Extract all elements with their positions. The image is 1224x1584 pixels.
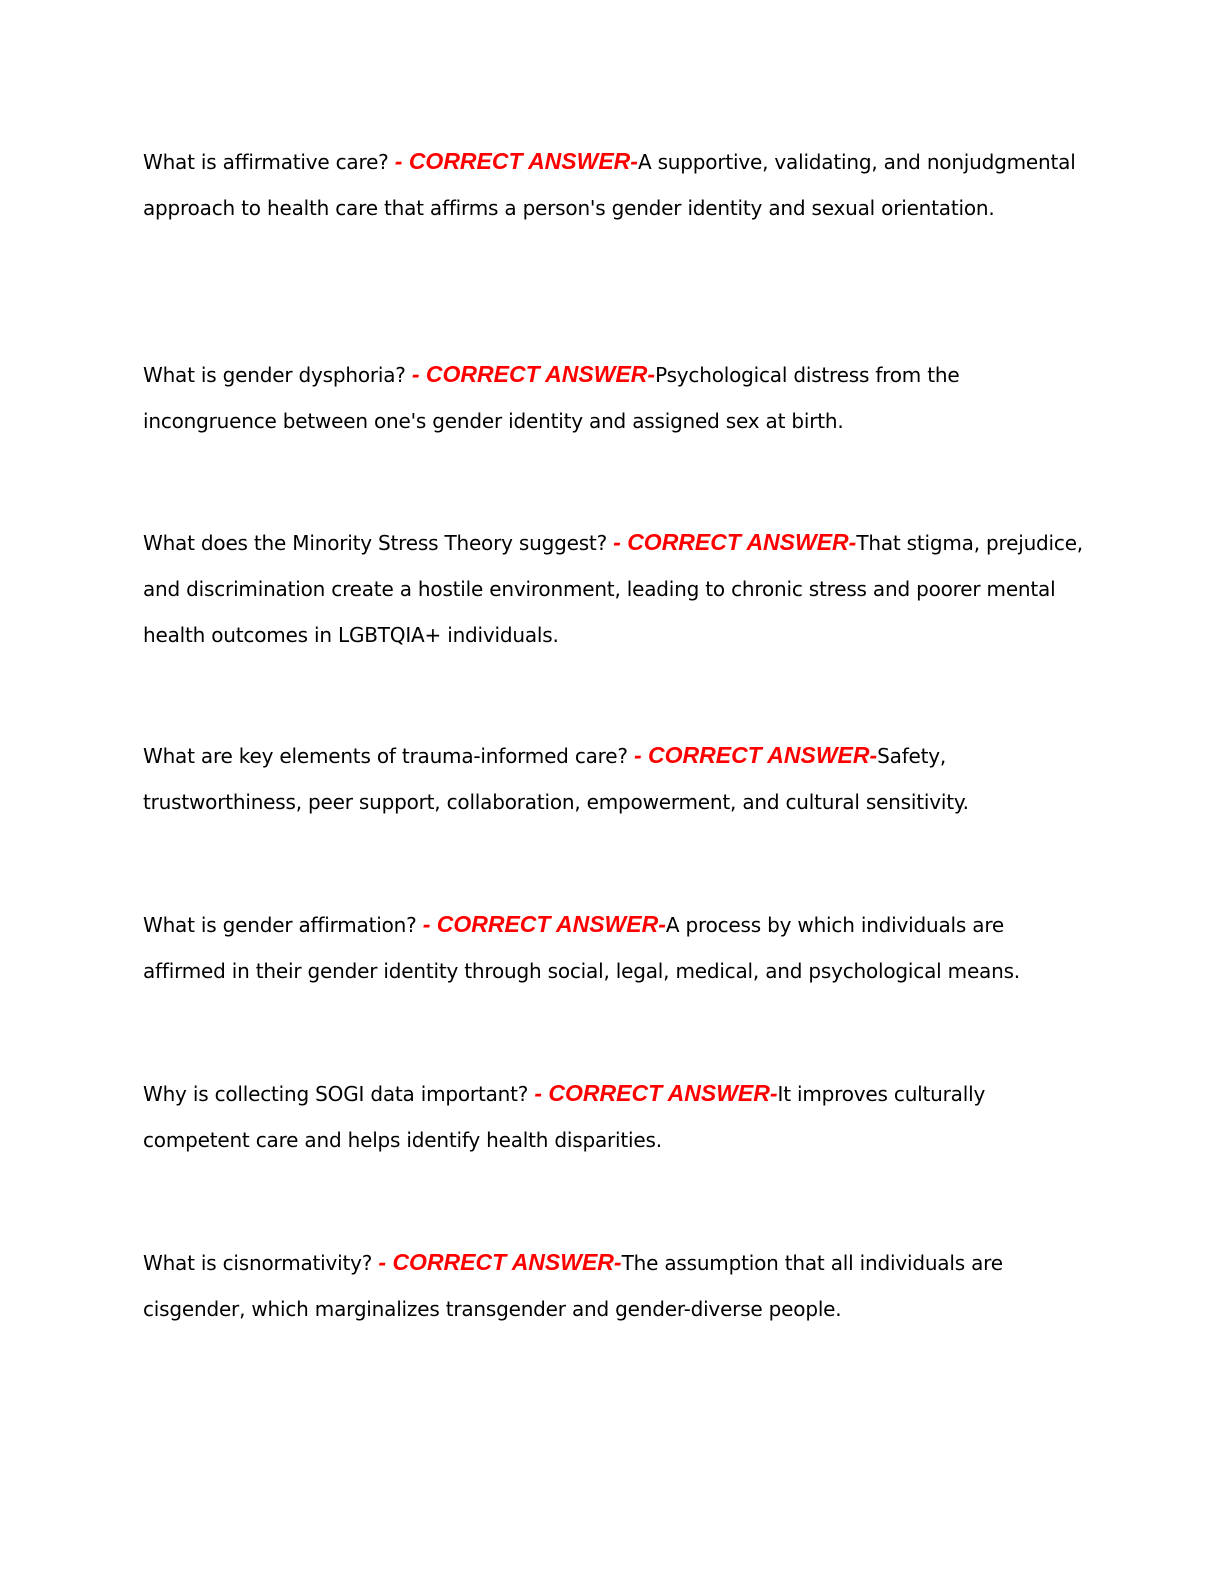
question-text: What is cisnormativity? [143,1251,379,1275]
qa-item [143,732,1083,825]
answer-text: It improves culturally competent care and helps identify health disparities. [143,1082,986,1152]
question-text: What does the Minority Stress Theory suggest? [143,531,614,555]
qa-paragraph [143,901,1083,994]
correct-answer-marker: - CORRECT ANSWER- [534,1080,778,1106]
qa-item [143,1239,1083,1332]
correct-answer-marker: - CORRECT ANSWER- [633,742,878,768]
qa-paragraph [143,138,1083,231]
answer-text: The assumption that all individuals are cisgender, which marginalizes transgender and gender-diverse people. [143,1251,1003,1321]
qa-item [143,901,1083,994]
qa-item [143,138,1083,231]
question-text: What is gender affirmation? [143,913,423,937]
qa-item [143,519,1083,658]
answer-text: A process by which individuals are affirmed in their gender identity through social, legal, medical, and psychological means. [143,913,1020,983]
question-text: What is gender dysphoria? [143,363,412,387]
qa-paragraph [143,732,1083,825]
answer-text: Psychological distress from the incongruence between one's gender identity and assigned sex at birth. [143,363,960,433]
qa-paragraph [143,351,1083,444]
qa-paragraph [143,1239,1083,1332]
qa-item [143,1070,1083,1163]
question-text: What is affirmative care? [143,150,395,174]
question-text: Why is collecting SOGI data important? [143,1082,535,1106]
qa-item [143,351,1083,444]
correct-answer-marker: - CORRECT ANSWER- [378,1249,622,1275]
answer-text: That stigma, prejudice, and discrimination create a hostile environment, leading to chronic stress and poorer mental health outcomes in LGBTQIA+ individuals. [143,531,1083,647]
correct-answer-marker: - CORRECT ANSWER- [411,361,656,387]
correct-answer-marker: - CORRECT ANSWER- [394,148,638,174]
qa-paragraph [143,1070,1083,1163]
question-text: What are key elements of trauma-informed care? [143,744,634,768]
correct-answer-marker: - CORRECT ANSWER- [613,529,857,555]
qa-paragraph [143,519,1083,658]
answer-text: A supportive, validating, and nonjudgmental approach to health care that affirms a person's gender identity and sexual orientation. [143,150,1076,220]
correct-answer-marker: - CORRECT ANSWER- [422,911,666,937]
answer-text: Safety, trustworthiness, peer support, collaboration, empowerment, and cultural sensitivity. [143,744,969,814]
